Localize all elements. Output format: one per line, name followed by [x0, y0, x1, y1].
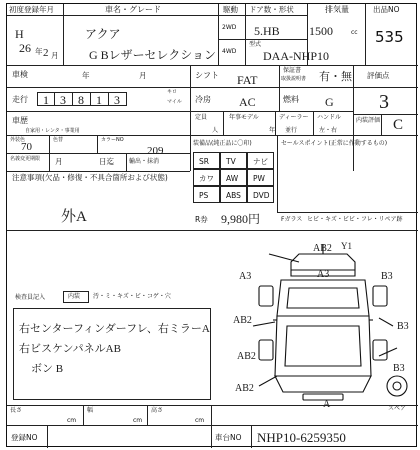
handle-value: 左・右	[319, 127, 338, 134]
score-label: 評価点	[367, 71, 390, 80]
mileage-digit: 1	[43, 93, 49, 107]
first-reg-year-unit: 年	[35, 47, 43, 56]
grade-value: G Bレザーセレクション	[89, 48, 216, 62]
color-no-value: 209	[147, 145, 164, 157]
history-sub: 自家用・レンタ・事業用	[25, 128, 80, 134]
h-divider	[7, 87, 418, 88]
f-glass-options: ヒビ・キズ・ビビ・フレ・リペア跡	[307, 216, 403, 223]
diagram-label-b3-right: B3	[381, 271, 393, 282]
first-reg-year: 26	[19, 41, 31, 55]
v-divider	[365, 4, 366, 65]
mileage-digit-box	[73, 92, 91, 106]
diagram-label-ab2-top: AB2	[313, 243, 332, 254]
model-label: 型式	[249, 41, 262, 48]
model-value: DAA-NHP10	[263, 49, 329, 63]
ac-label: 冷房	[195, 95, 211, 104]
shaken-month-unit: 月	[139, 71, 147, 80]
diagram-label-b3-side: B3	[397, 321, 409, 332]
car-name-value: アクア	[85, 27, 121, 41]
listing-label: 出品NO	[373, 5, 400, 14]
rbin-value: 9,980円	[221, 212, 261, 226]
v-divider	[49, 135, 50, 153]
width-label: 幅	[87, 407, 94, 414]
fuel-value: G	[325, 95, 334, 109]
note-line-2: 右ビスケンパネルAB	[19, 343, 121, 355]
transfer-label: 輸出・抹消	[129, 158, 160, 165]
interior-options: 汚・ミ・キズ・ビ・コゲ・穴	[93, 293, 171, 300]
diagram-label-ab2-bottom: AB2	[235, 383, 254, 394]
equipment-cell	[193, 169, 220, 186]
fuel-label: 燃料	[283, 95, 299, 104]
equipment-cell	[220, 152, 247, 169]
shaken-label: 車検	[12, 70, 28, 79]
shift-label: シフト	[195, 71, 219, 80]
year-model-label: 年事モデル	[229, 114, 259, 121]
h-divider	[7, 111, 353, 112]
v-divider	[97, 135, 98, 153]
interior-value: C	[393, 117, 404, 133]
mileage-digit-box	[37, 92, 55, 106]
dealer-label: ディーラー	[279, 114, 309, 121]
equipment-item: DVD	[253, 191, 270, 200]
auction-sheet	[6, 3, 417, 447]
equipment-cell	[220, 169, 247, 186]
equipment-item: ナビ	[253, 157, 268, 166]
diagram-label-a-rear: A	[323, 399, 331, 410]
equipment-cell	[220, 186, 247, 203]
v-divider	[190, 65, 191, 171]
exterior-color-value: 70	[21, 141, 32, 153]
displacement-label: 排気量	[325, 5, 349, 14]
caution-value: 外A	[61, 209, 87, 225]
length-unit: cm	[67, 417, 77, 424]
interior-label: 内装評価	[356, 117, 381, 124]
shaken-year-unit: 年	[82, 71, 90, 80]
diagram-label-y1: Y1	[341, 241, 352, 251]
exterior-color-label: 外装色	[10, 137, 26, 143]
diagram-label-a3-left: A3	[239, 271, 252, 282]
h-divider	[353, 114, 418, 115]
first-reg-label: 初度登録年月	[9, 5, 54, 14]
name-change-label: 名義変更期限	[10, 156, 41, 162]
first-reg-era: H	[15, 27, 24, 41]
mileage-digit: 3	[60, 93, 66, 107]
f-glass-label: Fガラス	[281, 216, 303, 223]
car-damage-diagram	[229, 236, 419, 411]
v-divider	[147, 405, 148, 425]
v-divider	[47, 425, 48, 448]
reg-no-label: 登録NO	[11, 433, 38, 442]
h-divider	[218, 39, 307, 40]
v-divider	[126, 153, 127, 171]
v-divider	[275, 111, 276, 135]
name-change-month: 月	[55, 157, 63, 166]
chassis-label: 車台NO	[215, 433, 242, 442]
history-label: 車歴	[12, 116, 28, 125]
warranty-value: 有・無	[319, 71, 352, 83]
h-divider	[7, 405, 418, 406]
equipment-item: TV	[226, 157, 236, 166]
equipment-cell	[247, 169, 274, 186]
equipment-item: PW	[253, 174, 265, 183]
inspector-label: 検査員記入	[15, 294, 46, 301]
handle-label: ハンドル	[317, 114, 342, 121]
diagram-label-b3-rear: B3	[393, 363, 405, 374]
v-divider	[279, 65, 280, 111]
listing-value: 535	[375, 28, 404, 46]
door-label: ドア数・形状	[249, 5, 294, 14]
equipment-cell	[247, 152, 274, 169]
first-reg-month-unit: 月	[51, 51, 59, 60]
h-divider	[190, 230, 418, 231]
shift-value: FAT	[237, 73, 258, 87]
h-divider	[353, 135, 418, 136]
equipment-item: カワ	[199, 174, 214, 183]
mileage-digit: 3	[114, 93, 120, 107]
capacity-label: 定員	[195, 114, 208, 121]
equipment-item: SR	[199, 157, 209, 166]
note-line-3: ボン B	[31, 363, 64, 375]
mileage-unit-km: キロ	[167, 89, 178, 95]
year-model-unit: 年	[269, 127, 276, 134]
mileage-unit-mile: マイル	[167, 99, 182, 105]
diagram-label-ab2-mid: AB2	[237, 351, 256, 362]
mileage-label: 走行	[12, 95, 28, 104]
warranty-sub: 取扱説明書	[281, 76, 307, 82]
equipment-cell	[247, 186, 274, 203]
h-divider	[7, 230, 190, 231]
header-divider	[7, 15, 307, 16]
mileage-digit-box	[91, 92, 109, 106]
v-divider	[83, 405, 84, 425]
v-divider	[277, 135, 278, 212]
h-divider	[7, 135, 353, 136]
h-divider	[7, 425, 418, 426]
equipment-item: AW	[226, 174, 239, 183]
height-label: 高さ	[151, 407, 164, 414]
door-value: 5.HB	[254, 24, 280, 38]
diagram-label-ab2-left: AB2	[233, 315, 252, 326]
mileage-digit: 8	[78, 93, 84, 107]
equipment-item: ABS	[226, 191, 241, 200]
v-divider	[49, 153, 50, 171]
displacement-value: 1500	[309, 24, 333, 38]
mileage-digit-box	[109, 92, 127, 106]
color-change-label: 色替	[53, 137, 64, 143]
equipment-label: 装備品(純正品に〇印)	[193, 140, 252, 147]
note-line-1: 右センターフィンダーフレ、右ミラーA	[19, 323, 210, 335]
length-label: 長さ	[10, 407, 23, 414]
car-name-label: 車名・グレード	[105, 5, 161, 14]
v-divider	[211, 405, 212, 448]
ac-value: AC	[239, 95, 256, 109]
v-divider	[223, 111, 224, 135]
drive-label: 駆動	[223, 5, 238, 14]
height-unit: cm	[195, 417, 205, 424]
v-divider	[313, 111, 314, 135]
mileage-digit: 1	[96, 93, 102, 107]
h-divider	[7, 65, 418, 66]
h-divider	[277, 212, 418, 213]
sales-point-label: セールスポイント(正常に作動するもの)	[281, 140, 388, 147]
warranty-label: 保証書	[283, 67, 302, 74]
equipment-item: PS	[199, 191, 209, 200]
color-no-label: カラーNO	[101, 137, 124, 143]
v-divider	[251, 425, 252, 448]
equipment-cell	[193, 152, 220, 169]
mileage-digit-box	[55, 92, 73, 106]
diagram-label-a3-roof: A3	[317, 269, 330, 280]
drive-2wd: 2WD	[222, 24, 237, 31]
capacity-unit: 人	[212, 127, 219, 134]
v-divider	[218, 4, 219, 65]
caution-label: 注意事項(欠品・修復・不具合箇所および状態)	[12, 173, 168, 182]
width-unit: cm	[133, 417, 143, 424]
v-divider	[353, 65, 354, 171]
score-value: 3	[379, 91, 389, 113]
drive-4wd: 4WD	[222, 48, 237, 55]
spare-label: スペア	[388, 405, 407, 412]
dealer-value: 並行	[285, 127, 298, 134]
name-change-day: 日迄	[99, 157, 114, 166]
interior-tag-label: 内装	[68, 293, 81, 300]
displacement-unit: cc	[351, 29, 358, 36]
rbin-label: R券	[195, 215, 208, 224]
chassis-value: NHP10-6259350	[257, 430, 346, 445]
v-divider	[381, 114, 382, 135]
v-divider	[245, 4, 246, 65]
first-reg-month: 2	[43, 47, 49, 59]
v-divider	[63, 4, 64, 65]
h-divider	[7, 171, 190, 172]
equipment-cell	[193, 186, 220, 203]
